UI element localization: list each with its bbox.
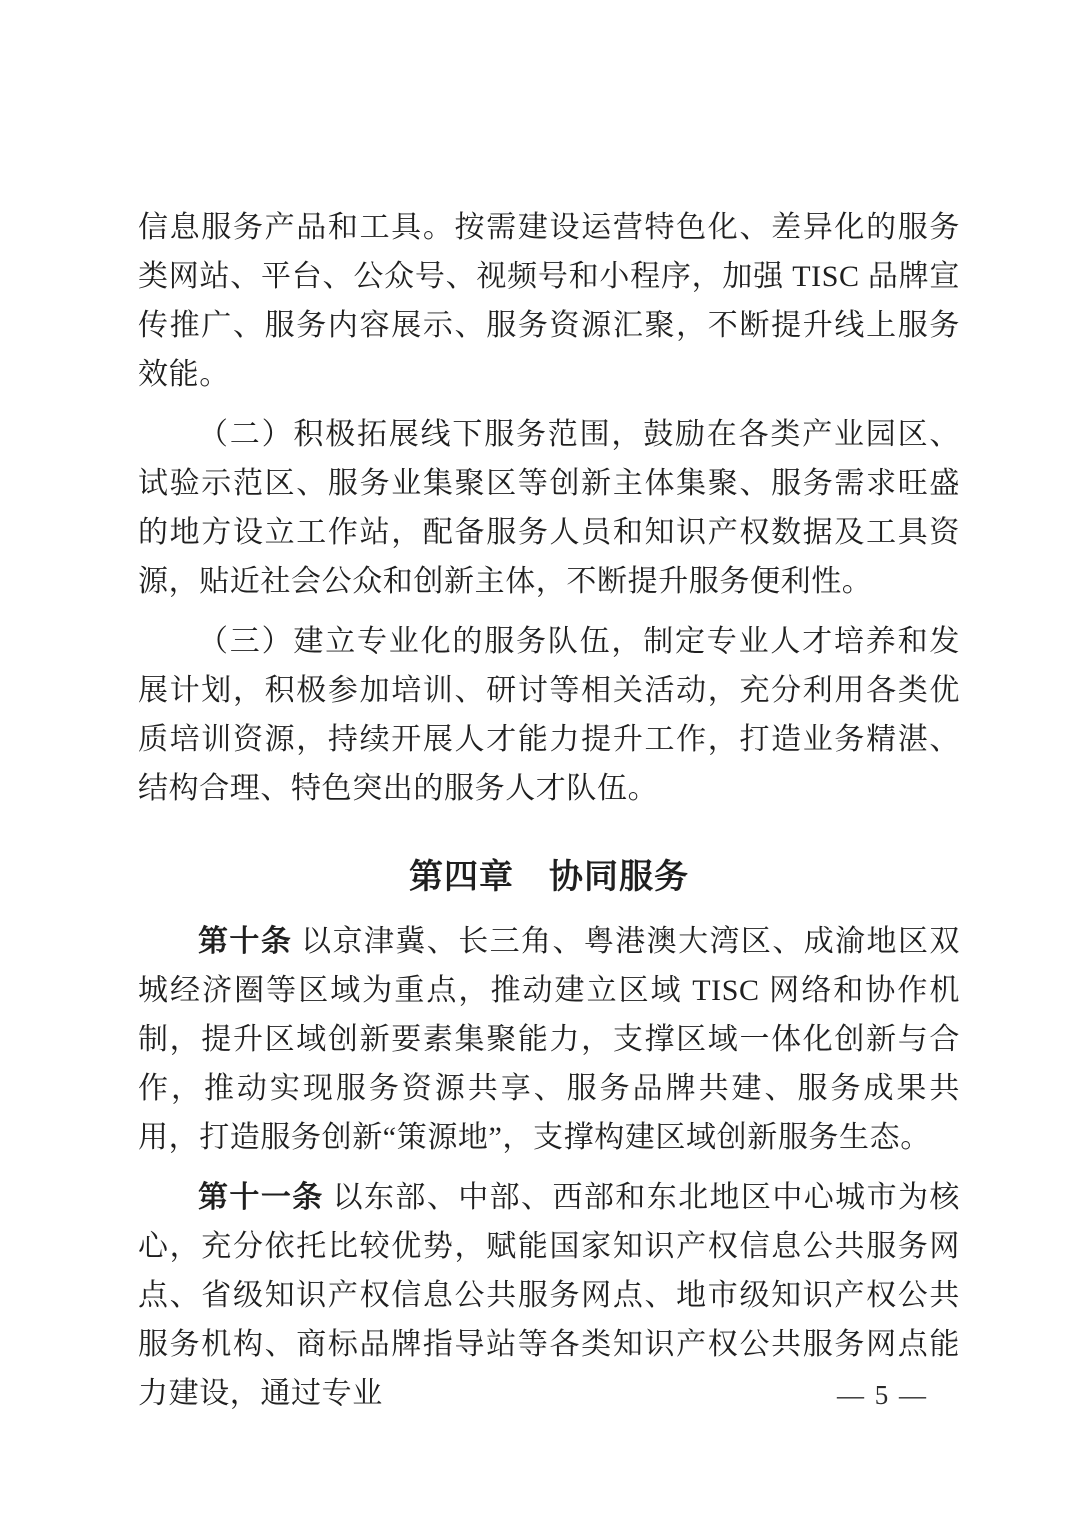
- paragraph-article-10: [138, 917, 960, 1162]
- paragraph-item-3: （三）建立专业化的服务队伍，制定专业人才培养和发展计划，积极参加培训、研讨等相关活动，充分利用各类优质培训资源，持续开展人才能力提升工作，打造业务精湛、结构合理、特色突出的服务人才队伍。: [138, 625, 960, 805]
- article-11-text: 以东部、中部、西部和东北地区中心城市为核心，充分依托比较优势，赋能国家知识产权信息公共服务网点、省级知识产权信息公共服务网点、地市级知识产权公共服务机构、商标品牌指导站等各类知识产权公共服务网点能力建设，通过专业: [138, 1181, 961, 1410]
- chapter-heading: 第四章 协同服务: [409, 859, 689, 896]
- article-11-label: 第十一条: [198, 1181, 324, 1214]
- paragraph-continuation: 信息服务产品和工具。按需建设运营特色化、差异化的服务类网站、平台、公众号、视频号和小程序，加强 TISC 品牌宣传推广、服务内容展示、服务资源汇聚，不断提升线上服务效能。: [138, 211, 960, 391]
- paragraph-item-2: （二）积极拓展线下服务范围，鼓励在各类产业园区、试验示范区、服务业集聚区等创新主体集聚、服务需求旺盛的地方设立工作站，配备服务人员和知识产权数据及工具资源，贴近社会公众和创新主体，不断提升服务便利性。: [138, 418, 960, 598]
- article-10-text: 以京津冀、长三角、粤港澳大湾区、成渝地区双城经济圈等区域为重点，推动建立区域 TISC 网络和协作机制，提升区域创新要素集聚能力，支撑区域一体化创新与合作，推动实现服务资源共享、服务品牌共建、服务成果共用，打造服务创新“策源地”，支撑构建区域创新服务生态。: [138, 925, 960, 1154]
- article-10-label: 第十条: [198, 925, 293, 958]
- page-footer: [837, 1380, 928, 1411]
- document-body: [138, 203, 960, 1429]
- page-number: — 5 —: [837, 1380, 928, 1410]
